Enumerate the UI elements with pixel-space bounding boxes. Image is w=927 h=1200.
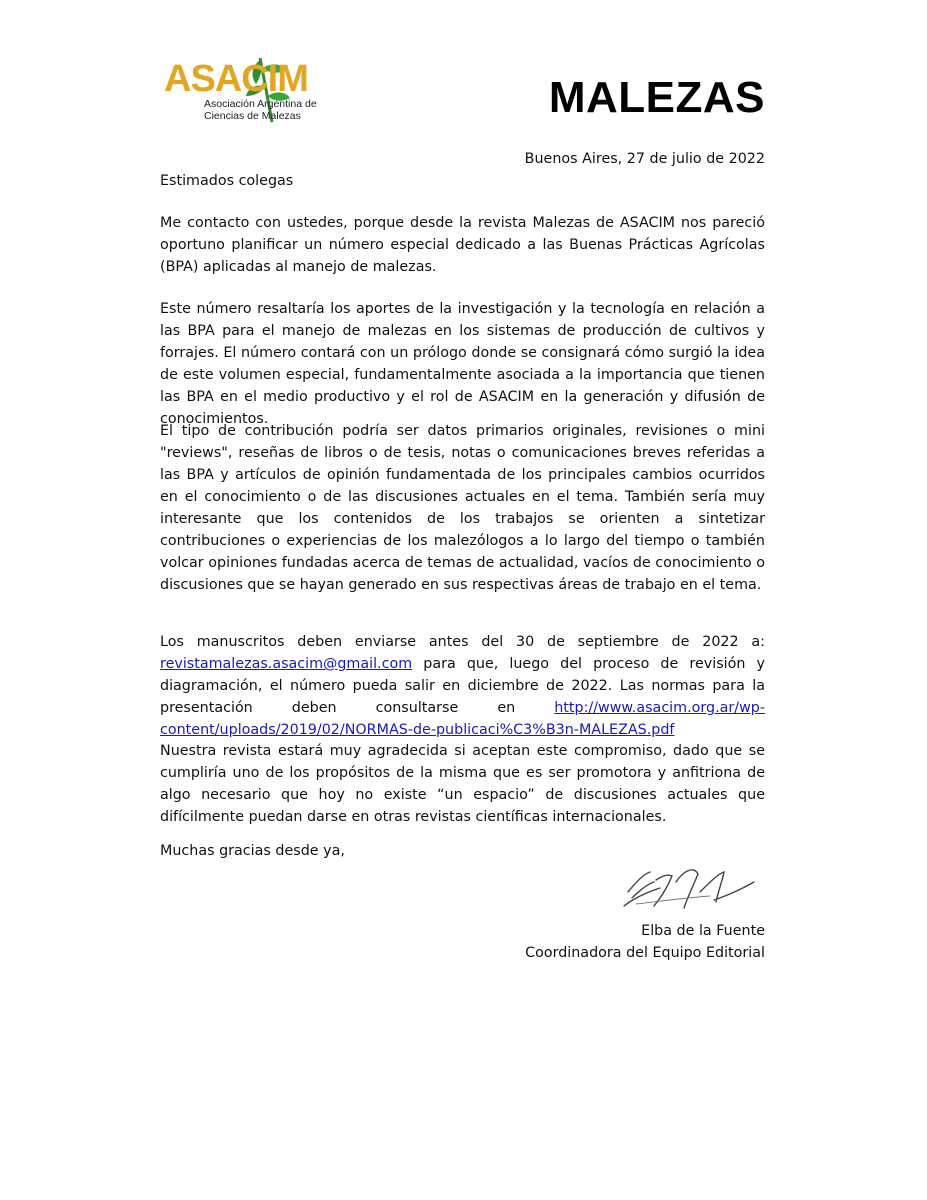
- asacim-logo: [160, 48, 320, 130]
- letter-date: Buenos Aires, 27 de julio de 2022: [524, 151, 765, 167]
- paragraph-scope: Este número resaltaría los aportes de la investigación y la tecnología en relación a las BPA para el manejo de malezas en los sistemas de producción de cultivos y forrajes. El número contará con un prólogo donde se consignará cómo surgió la idea de este volumen especial, fundamentalmente asociada a la importancia que tienen las BPA en el medio productivo y el rol de ASACIM en la generación y difusión de conocimientos.: [160, 301, 765, 427]
- logo-wordmark: ASACIM: [164, 58, 308, 100]
- submission-text-after-email: para que, luego del proceso de revisión y diagramación, el número pueda salir en diciembre de 2022. Las normas para la presentación deben consultarse en: [160, 656, 765, 716]
- journal-title: MALEZAS: [548, 73, 765, 122]
- handwritten-signature-icon: [614, 852, 770, 918]
- signer-name: Elba de la Fuente: [641, 923, 765, 939]
- paragraph-contributions: El tipo de contribución podría ser datos primarios originales, revisiones o mini "reviews", reseñas de libros o de tesis, notas o comunicaciones breves referidas a las BPA y artículos de opinión fundamentada de los principales cambios ocurridos en el conocimiento o de las discusiones actuales en el tema. También sería muy interesante que los contenidos de los trabajos se orienten a sintetizar contribuciones o experiencias de los malezólogos a lo largo del tiempo o también volcar opiniones fundadas acerca de temas de actualidad, vacíos de conocimiento o discusiones que se hayan generado en sus respectivas áreas de trabajo en el tema.: [160, 423, 765, 593]
- paragraph-gratitude: Nuestra revista estará muy agradecida si aceptan este compromiso, dado que se cumpliría uno de los propósitos de la misma que es ser promotora y anfitriona de algo necesario que hoy no existe “un espacio” de discusiones actuales que difícilmente puedan darse en otras revistas científicas internacionales.: [160, 743, 765, 825]
- paragraph-intro: Me contacto con ustedes, porque desde la revista Malezas de ASACIM nos pareció oportuno planificar un número especial dedicado a las Buenas Prácticas Agrícolas (BPA) aplicadas al manejo de malezas.: [160, 215, 765, 275]
- signer-block: [525, 920, 765, 964]
- logo-subtitle-line1: Asociación Argentina de: [204, 98, 317, 110]
- email-link[interactable]: revistamalezas.asacim@gmail.com: [160, 656, 413, 672]
- signer-role: Coordinadora del Equipo Editorial: [525, 945, 765, 961]
- letter-closing: Muchas gracias desde ya,: [160, 843, 345, 859]
- paragraph-submission: [160, 631, 765, 741]
- submission-text-before-email: Los manuscritos deben enviarse antes del 30 de septiembre de 2022 a:: [160, 634, 765, 650]
- logo-subtitle-line2: Ciencias de Malezas: [204, 110, 301, 122]
- guidelines-url-link[interactable]: http://www.asacim.org.ar/wp-content/uploads/2019/02/NORMAS-de-publicaci%C3%B3n-MALEZAS.pdf: [160, 700, 765, 738]
- letter-greeting: Estimados colegas: [160, 173, 294, 189]
- logo-subtitle: [204, 98, 317, 122]
